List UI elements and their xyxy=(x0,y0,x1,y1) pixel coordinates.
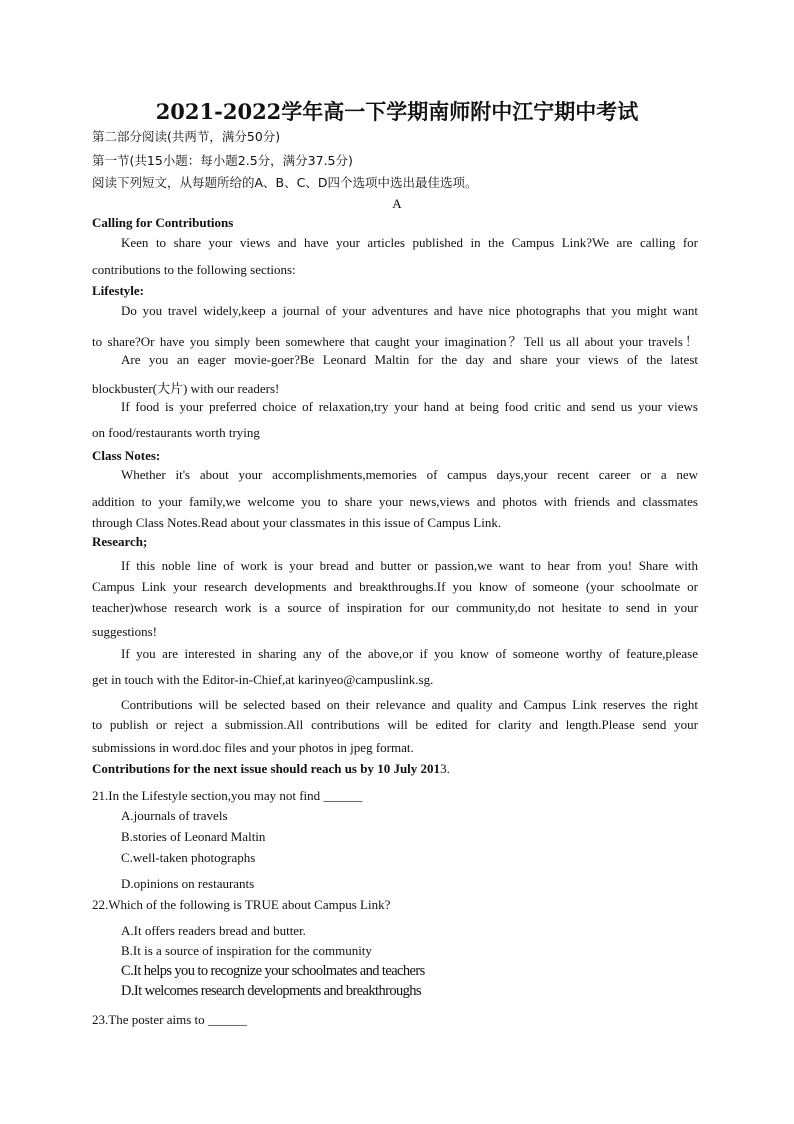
question-22-option-b: B.It is a source of inspiration for the community xyxy=(121,943,372,958)
research-line-1: If this noble line of work is your bread and butter or passion,we want to hear from you! Share with xyxy=(121,558,698,573)
question-22-option-a: A.It offers readers bread and butter. xyxy=(121,923,306,938)
question-21-option-d: D.opinions on restaurants xyxy=(121,876,255,891)
lifestyle-heading: Lifestyle: xyxy=(92,283,144,298)
classnotes-heading: Class Notes: xyxy=(92,448,161,463)
part-heading: 第二部分阅读(共两节，满分50分) xyxy=(92,129,281,144)
question-22-option-c: C.It helps you to recognize your schoolmates and teachers xyxy=(121,963,425,979)
question-23-stem: 23.The poster aims to ______ xyxy=(92,1012,247,1027)
selection-line-3: submissions in word.doc files and your photos in jpeg format. xyxy=(92,740,414,755)
research-line-3: teacher)whose research work is a source of inspiration for our community,do not hesitate to send in your xyxy=(92,600,698,615)
contact-line-1: If you are interested in sharing any of the above,or if you know of someone worthy of feature,please xyxy=(121,646,698,661)
question-21-option-c: C.well-taken photographs xyxy=(121,850,256,865)
deadline-line xyxy=(92,761,450,777)
classnotes-line-1: Whether it's about your accomplishments,memories of campus days,your recent career or a new xyxy=(121,467,698,482)
question-22-stem: 22.Which of the following is TRUE about Campus Link? xyxy=(92,897,391,912)
intro-line-2: contributions to the following sections: xyxy=(92,262,296,277)
lifestyle-p3-line-2: on food/restaurants worth trying xyxy=(92,425,260,440)
section-heading: 第一节(共15小题：每小题2.5分，满分37.5分) xyxy=(92,153,353,168)
contact-line-2: get in touch with the Editor-in-Chief,at karinyeo@campuslink.sg. xyxy=(92,672,434,687)
research-line-4: suggestions! xyxy=(92,624,157,639)
selection-line-1: Contributions will be selected based on their relevance and quality and Campus Link reserves the right xyxy=(121,697,698,712)
intro-line-1: Keen to share your views and have your articles published in the Campus Link?We are calling for xyxy=(121,235,698,250)
research-heading: Research; xyxy=(92,534,148,549)
question-22-option-d: D.It welcomes research developments and breakthroughs xyxy=(121,983,421,999)
passage-label: A xyxy=(392,196,402,211)
instructions: 阅读下列短文，从每题所给的A、B、C、D四个选项中选出最佳选项。 xyxy=(92,175,478,190)
question-21-option-a: A.journals of travels xyxy=(121,808,228,823)
question-21-option-b: B.stories of Leonard Maltin xyxy=(121,829,266,844)
research-line-2: Campus Link your research developments and breakthroughs.If you know of someone (your schoolmate or xyxy=(92,579,698,594)
question-21-stem: 21.In the Lifestyle section,you may not find ______ xyxy=(92,788,363,803)
classnotes-line-3: through Class Notes.Read about your classmates in this issue of Campus Link. xyxy=(92,515,502,530)
lifestyle-p2-line-1: Are you an eager movie-goer?Be Leonard Maltin for the day and share your views of the latest xyxy=(121,352,698,367)
lifestyle-p2-line-2: blockbuster(大片) with our readers! xyxy=(92,381,280,396)
lifestyle-p3-line-1: If food is your preferred choice of relaxation,try your hand at being food critic and send us your views xyxy=(121,399,698,414)
page-title: 2021-2022学年高一下学期南师附中江宁期中考试 xyxy=(155,99,639,124)
deadline-bold: Contributions for the next issue should reach us by 10 July 201 xyxy=(92,761,441,776)
lifestyle-p1-line-2: to share?Or have you simply been somewhere that caught your imagination？Tell us all about your travels！ xyxy=(92,334,698,349)
lifestyle-p1-line-1: Do you travel widely,keep a journal of your adventures and have nice photographs that you might want xyxy=(121,303,698,318)
deadline-tail: 3. xyxy=(440,761,450,776)
selection-line-2: to publish or reject a submission.All contributions will be edited for clarity and length.Please send your xyxy=(92,717,698,732)
passage-heading: Calling for Contributions xyxy=(92,215,234,230)
classnotes-line-2: addition to your family,we welcome you to share your news,views and photos with friends and classmates xyxy=(92,494,698,509)
